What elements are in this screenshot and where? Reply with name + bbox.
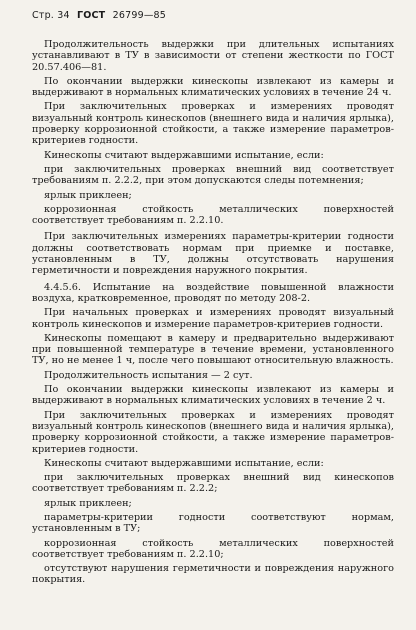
paragraph: 4.4.5.6. Испытание на воздействие повышенной влажности воздуха, кратковременное, проводят по методу 208-2. [32, 281, 394, 304]
paragraph: ярлык приклеен; [44, 189, 132, 201]
paragraph: При заключительных измерениях параметры-критерии годности должны соответствовать нормам при приемке и поставке, установленным в ТУ, должны отсутствовать нарушения герметичности и повреждения наружного покрытия. [32, 231, 394, 277]
paragraph: при заключительных проверках внешний вид кинескопов соответствует требованиям п. 2.2.2; [32, 472, 394, 495]
paragraph: По окончании выдержки кинескопы извлекают из камеры и выдерживают в нормальных климатических условиях в течение 24 ч. [32, 75, 394, 99]
paragraph: При заключительных проверках и измерениях проводят визуальный контроль кинескопов (внешнего вида и наличия ярлыка), проверку коррозионной стойкости, а также измерение параметров-критериев годности. [32, 101, 394, 147]
paragraph: параметры-критерии годности соответствуют нормам, установленным в ТУ; [32, 511, 394, 535]
standard-label: ГОСТ [76, 10, 106, 21]
paragraph: По окончании выдержки кинескопы извлекают из камеры и выдерживают в нормальных климатических условиях в течение 2 ч. [32, 384, 394, 407]
paragraph: Продолжительность испытания — 2 сут. [44, 369, 253, 381]
paragraph: Кинескопы считают выдержавшими испытание, если: [44, 457, 324, 469]
paragraph: при заключительных проверках внешний вид соответствует требованиям п. 2.2.2, при этом допускаются следы потемнения; [32, 163, 394, 187]
paragraph: Продолжительность выдержки при длительных испытаниях устанавливают в ТУ в зависимости от степени жесткости по ГОСТ 20.57.406—81. [32, 39, 394, 73]
document-body [32, 39, 394, 586]
standard-number: 26799—85 [112, 10, 167, 21]
paragraph: ярлык приклеен; [44, 497, 132, 509]
paragraph: Кинескопы помещают в камеру и предварительно выдерживают при повышенной температуре в течение времени, установленного ТУ, но не менее 1 ч, после чего повышают относительную влажность. [32, 332, 394, 367]
paragraph: коррозионная стойкость металлических поверхностей соответствует требованиям п. 2.2.10; [32, 537, 394, 560]
paragraph: отсутствуют нарушения герметичности и повреждения наружного покрытия. [32, 563, 394, 586]
paragraph: Кинескопы считают выдержавшими испытание, если: [44, 149, 324, 161]
paragraph: При заключительных проверках и измерениях проводят визуальный контроль кинескопов (внешнего вида и наличия ярлыка), проверку коррозионной стойкости, а также измерение параметров-критериев годности. [32, 409, 394, 455]
page-header [32, 10, 394, 21]
page-number: Стр. 34 [32, 10, 70, 21]
paragraph: коррозионная стойкость металлических поверхностей соответствует требованиям п. 2.2.10. [32, 203, 394, 227]
paragraph: При начальных проверках и измерениях проводят визуальный контроль кинескопов и измерение параметров-критериев годности. [32, 307, 394, 330]
